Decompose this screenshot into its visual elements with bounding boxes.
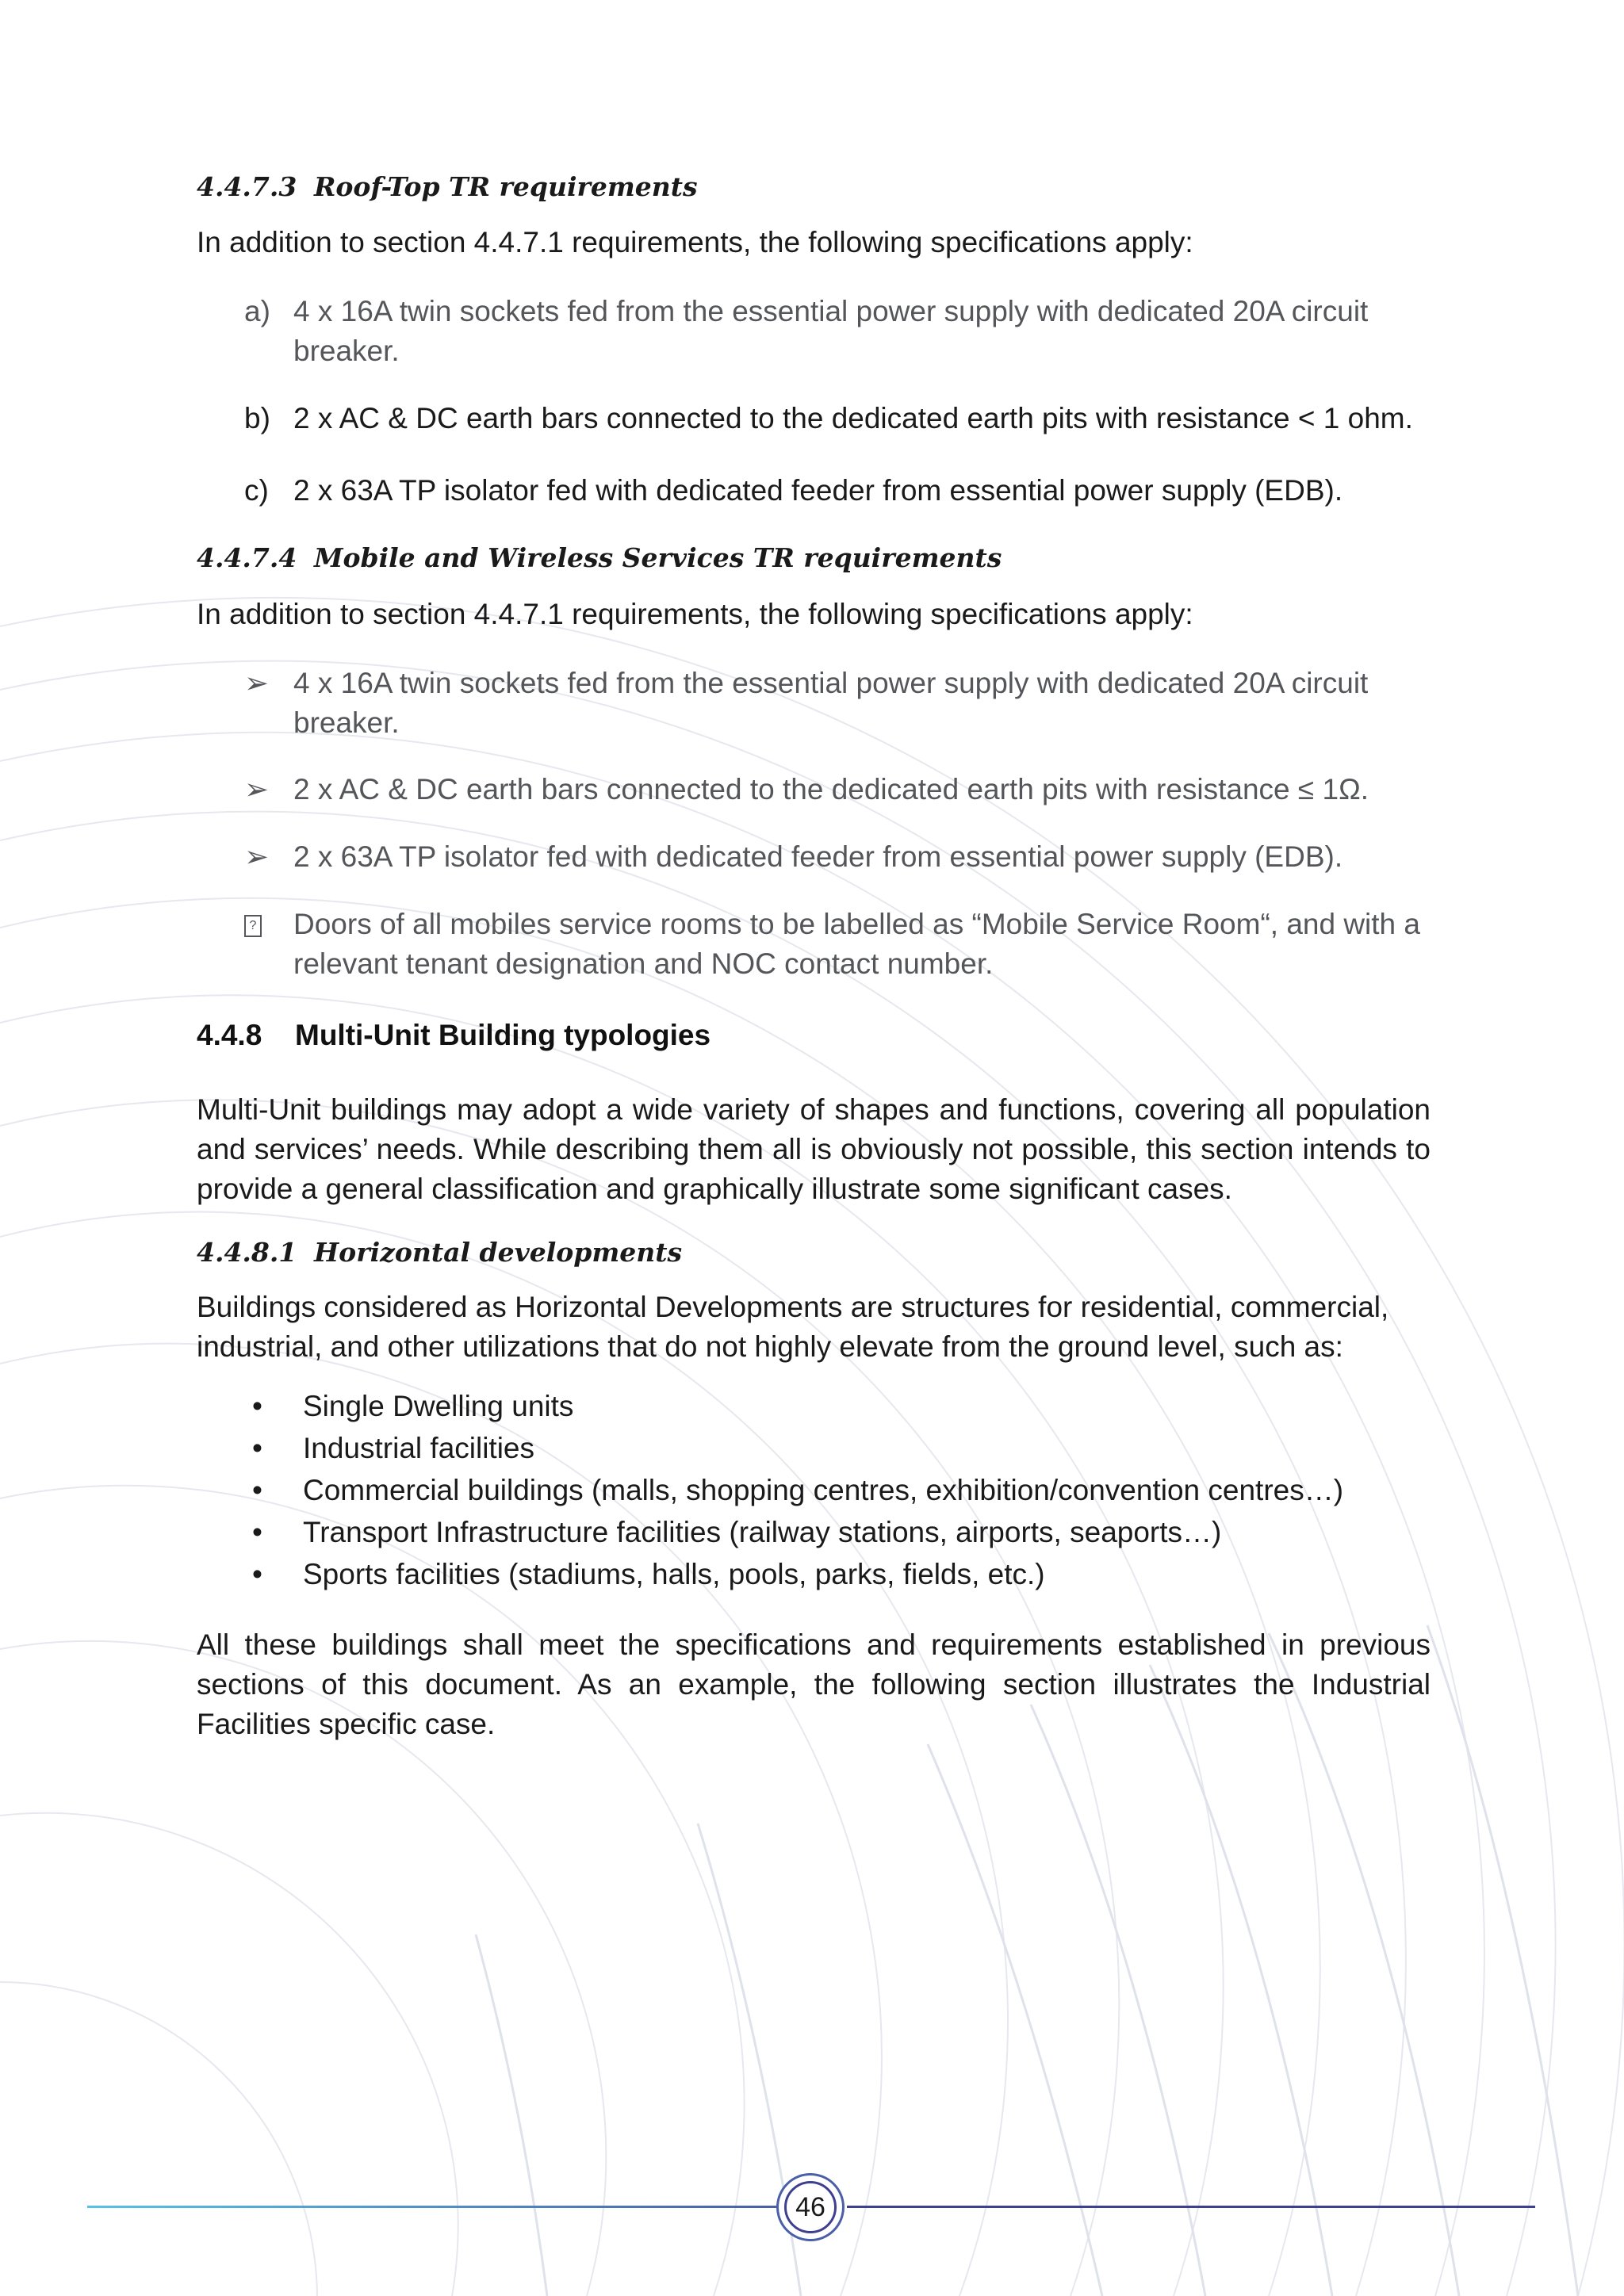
list-item-text: 4 x 16A twin sockets fed from the essential power supply with dedicated 20A circuit breaker.: [293, 667, 1369, 739]
section-title: Horizontal developments: [314, 1237, 683, 1268]
list-marker: b): [244, 402, 270, 434]
section-number: 4.4.7.3: [197, 171, 297, 202]
list-item-text: 2 x 63A TP isolator fed with dedicated feeder from essential power supply (EDB).: [293, 474, 1343, 507]
arrow-bullet-icon: ➢: [244, 773, 270, 806]
list-item: [252, 1553, 1410, 1595]
arrow-bullet-icon: ➢: [244, 840, 270, 873]
missing-glyph-icon: ?: [244, 905, 292, 944]
bullet-dot-icon: •: [252, 1516, 262, 1548]
section-heading-4-4-8: [197, 1019, 710, 1052]
section-intro: In addition to section 4.4.7.1 requirements, the following specifications apply:: [197, 598, 1193, 630]
list-item-text: 2 x AC & DC earth bars connected to the dedicated earth pits with resistance ≤ 1Ω.: [293, 773, 1369, 806]
section-heading-4-4-8-1: [197, 1237, 682, 1268]
list-item: [252, 1511, 1410, 1553]
list-item: [244, 399, 1434, 438]
list-item: [244, 664, 1434, 743]
section-title: Multi-Unit Building typologies: [295, 1019, 711, 1051]
footer-rule-left: [87, 2206, 777, 2208]
list-item: [244, 471, 1434, 511]
list-marker: a): [244, 295, 270, 327]
list-item: [252, 1469, 1410, 1511]
closing-paragraph: All these buildings shall meet the specifications and requirements established in previous sections of this document. As an example, the following section illustrates the Industrial Facilities specific case.: [197, 1628, 1431, 1740]
section-number: 4.4.8.1: [197, 1237, 297, 1268]
bullet-dot-icon: •: [252, 1474, 262, 1506]
list-item-text: 2 x 63A TP isolator fed with dedicated feeder from essential power supply (EDB).: [293, 840, 1343, 873]
bullet-dot-icon: •: [252, 1432, 262, 1464]
section-paragraph: Multi-Unit buildings may adopt a wide variety of shapes and functions, covering all population and services’ needs. While describing them all is obviously not possible, this section intends to provide a general classification and graphically illustrate some significant cases.: [197, 1093, 1431, 1205]
section-intro: In addition to section 4.4.7.1 requirements, the following specifications apply:: [197, 226, 1193, 258]
list-item: [244, 292, 1434, 371]
list-item: [252, 1385, 1410, 1427]
list-item: [244, 837, 1434, 877]
section-heading-4-4-7-3: [197, 171, 698, 202]
list-item-text: 2 x AC & DC earth bars connected to the dedicated earth pits with resistance < 1 ohm.: [293, 402, 1413, 434]
section-title: Mobile and Wireless Services TR requirements: [314, 542, 1002, 573]
list-item-text: Industrial facilities: [303, 1432, 535, 1464]
section-number: 4.4.7.4: [197, 542, 297, 573]
list-item: [252, 1427, 1410, 1469]
list-item-text: Commercial buildings (malls, shopping centres, exhibition/convention centres…): [303, 1474, 1344, 1506]
list-item-text: Single Dwelling units: [303, 1390, 574, 1422]
footer-rule-right: [847, 2206, 1535, 2208]
list-item: [244, 770, 1434, 809]
page-number: 46: [784, 2181, 837, 2233]
bullet-dot-icon: •: [252, 1390, 262, 1422]
list-item-text: 4 x 16A twin sockets fed from the essential power supply with dedicated 20A circuit breaker.: [293, 295, 1369, 367]
list-item-text: Doors of all mobiles service rooms to be labelled as “Mobile Service Room“, and with a relevant tenant designation and NOC contact number.: [293, 908, 1420, 980]
list-item-text: Transport Infrastructure facilities (railway stations, airports, seaports…): [303, 1516, 1222, 1548]
section-title: Roof-Top TR requirements: [314, 171, 698, 202]
arrow-bullet-icon: ➢: [244, 667, 270, 699]
bullet-list: [252, 1385, 1410, 1595]
section-heading-4-4-7-4: [197, 542, 1002, 573]
list-marker: c): [244, 474, 269, 507]
list-item-text: Sports facilities (stadiums, halls, pools, parks, fields, etc.): [303, 1558, 1045, 1590]
section-number: 4.4.8: [197, 1019, 262, 1051]
section-intro: Buildings considered as Horizontal Developments are structures for residential, commercial, industrial, and other utilizations that do not highly elevate from the ground level, such as:: [197, 1291, 1389, 1363]
bullet-dot-icon: •: [252, 1558, 262, 1590]
list-item: [244, 905, 1434, 984]
